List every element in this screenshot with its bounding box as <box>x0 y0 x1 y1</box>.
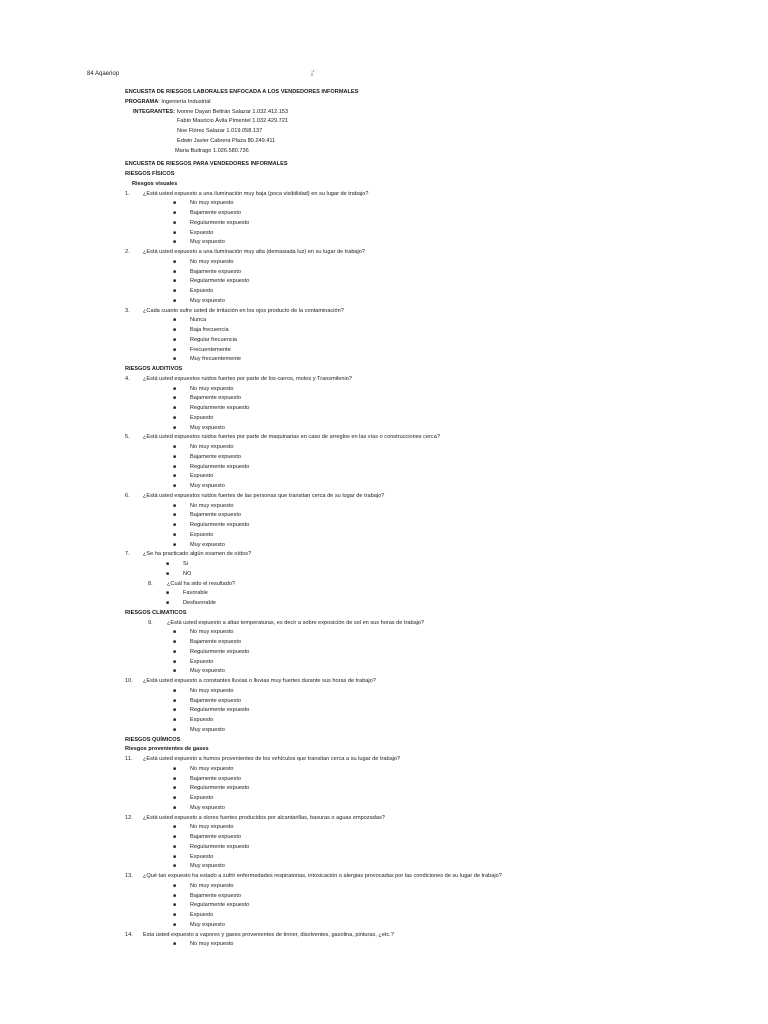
option-label: No muy expuesto <box>190 941 234 948</box>
question <box>125 248 725 258</box>
bullet-icon: ■ <box>173 541 177 548</box>
question <box>125 677 725 687</box>
answer-option <box>125 424 725 434</box>
members-line <box>125 108 725 118</box>
program-label: PROGRAMA <box>125 98 159 105</box>
answer-option <box>125 453 725 463</box>
bullet-icon: ■ <box>173 268 177 275</box>
option-label: Regularmente expuesto <box>190 522 250 528</box>
bullet-icon: ■ <box>173 804 177 811</box>
answer-option <box>125 667 725 677</box>
option-label: Baja frecuencia <box>190 327 229 333</box>
question <box>125 814 725 824</box>
option-label: Desfavorable <box>183 600 216 606</box>
question-text: Esta usted expuesto a vapores y gases provenientes de tinner, disolventes, gasolina, pinturas, ¿etc.? <box>143 931 394 938</box>
survey-title: ENCUESTA DE RIESGOS PARA VENDEDORES INFORMALES <box>125 161 288 168</box>
bullet-icon: ■ <box>173 424 177 431</box>
option-label: Bajamente expuesto <box>190 395 241 402</box>
question-text: ¿Está usted expuesto a altas temperaturas, es decir a sobre exposición de sol en sus horas de trabajo? <box>167 619 425 626</box>
option-label: Muy expuesto <box>190 804 225 811</box>
answer-option <box>125 892 725 902</box>
answer-option <box>125 911 725 921</box>
answer-option <box>125 404 725 414</box>
option-label: Nunca <box>190 317 207 324</box>
option-label: Favorable <box>183 590 208 597</box>
survey-body <box>125 88 725 950</box>
question-number: 3. <box>125 307 130 314</box>
bullet-icon: ■ <box>173 668 177 675</box>
option-label: No muy expuesto <box>190 385 234 392</box>
option-label: Muy expuesto <box>190 239 225 246</box>
question-text: ¿Cada cuanto sufre usted de irritación en los ojos producto de la contaminación? <box>143 307 344 314</box>
answer-option <box>125 794 725 804</box>
question-number: 6. <box>125 492 130 499</box>
option-label: No muy expuesto <box>190 502 234 509</box>
answer-option <box>125 589 725 599</box>
option-label: Bajamente expuesto <box>190 268 241 275</box>
answer-option <box>125 297 725 307</box>
bullet-icon: ■ <box>173 327 177 333</box>
answer-option <box>125 326 725 336</box>
option-label: Regularmente expuesto <box>190 707 250 714</box>
answer-option <box>125 336 725 346</box>
answer-option <box>125 882 725 892</box>
bullet-icon: ■ <box>166 590 170 597</box>
option-label: Regularmente expuesto <box>190 902 250 909</box>
bullet-icon: ■ <box>173 824 177 831</box>
option-label: Regularmente expuesto <box>190 648 250 655</box>
header-left-text: 84 Aqaeriop <box>87 71 120 77</box>
bullet-icon: ■ <box>173 278 177 285</box>
answer-option <box>125 726 725 736</box>
question-text: ¿Cuál ha sido el resultado? <box>167 580 236 587</box>
answer-option <box>125 482 725 492</box>
answer-option <box>125 511 725 521</box>
answer-option <box>125 541 725 551</box>
answer-option <box>125 521 725 531</box>
question <box>125 433 725 443</box>
answer-option <box>125 199 725 209</box>
option-label: Expuesto <box>190 853 214 860</box>
answer-option <box>125 804 725 814</box>
bullet-icon: ■ <box>173 483 177 489</box>
bullet-icon: ■ <box>173 765 177 772</box>
answer-option <box>125 560 725 570</box>
option-label: Regularmente expuesto <box>190 843 250 850</box>
answer-option <box>125 687 725 697</box>
option-label: Regularmente expuesto <box>190 463 250 470</box>
member-name: Edwin Javier Cabrera Plaza 80.249.411 <box>177 137 276 144</box>
answer-option <box>125 775 725 785</box>
bullet-icon: ■ <box>173 414 177 421</box>
option-label: Muy expuesto <box>190 297 225 304</box>
subsection-heading: Riesgos visuales <box>132 180 178 187</box>
question <box>125 375 725 385</box>
question-number: 14. <box>125 931 133 938</box>
answer-option <box>125 287 725 297</box>
answer-option <box>125 277 725 287</box>
bullet-icon: ■ <box>173 385 177 392</box>
members-label: INTEGRANTES: <box>133 108 175 115</box>
section-heading: RIESGOS QUÍMICOS <box>125 736 181 743</box>
bullet-icon: ■ <box>173 356 177 363</box>
answer-option <box>125 316 725 326</box>
header-mark: ¡' <box>311 71 315 77</box>
bullet-icon: ■ <box>173 395 177 402</box>
bullet-icon: ■ <box>173 463 177 470</box>
answer-option <box>125 385 725 395</box>
option-label: Regular frecuencia <box>190 336 237 343</box>
option-label: Bajamente expuesto <box>190 210 241 216</box>
question <box>125 755 725 765</box>
bullet-icon: ■ <box>173 405 177 411</box>
survey-questions <box>125 170 725 950</box>
option-label: No muy expuesto <box>190 824 234 831</box>
option-label: Frecuentemente <box>190 346 231 353</box>
question-text: ¿Está usted expuesto a constantes lluvias o lluvias muy fuertes durante sus horas de trabajo? <box>143 678 376 684</box>
bullet-icon: ■ <box>173 522 177 528</box>
bullet-icon: ■ <box>173 317 177 324</box>
question-text: ¿Está usted expuesto a una iluminación muy baja (poca visibilidad) en su lugar de trabajo? <box>143 190 369 197</box>
section-heading: RIESGOS AUDITIVOS <box>125 366 183 372</box>
bullet-icon: ■ <box>173 502 177 509</box>
bullet-icon: ■ <box>173 775 177 782</box>
option-label: Muy expuesto <box>190 668 225 675</box>
option-label: Regularmente expuesto <box>190 785 250 792</box>
question-number: 7. <box>125 551 130 558</box>
option-label: No muy expuesto <box>190 200 234 207</box>
answer-option <box>125 394 725 404</box>
question-text: ¿Está usted expuestos ruidos fuertes por parte de los carros, motos y Transmilenio? <box>143 375 352 382</box>
bullet-icon: ■ <box>173 639 177 645</box>
section-heading: RIESGOS CLIMATICOS <box>125 609 187 616</box>
bullet-icon: ■ <box>173 219 177 226</box>
bullet-icon: ■ <box>173 336 177 343</box>
question <box>125 872 725 882</box>
bullet-icon: ■ <box>173 258 177 265</box>
option-label: Muy expuesto <box>190 424 225 431</box>
question-number: 4. <box>125 375 130 382</box>
section-heading: Riesgos provenientes de gases <box>125 746 209 753</box>
answer-option <box>125 862 725 872</box>
bullet-icon: ■ <box>173 717 177 723</box>
question-number: 12. <box>125 814 133 821</box>
question-text: ¿Está usted expuestos ruidos fuertes por parte de maquinarias en caso de arreglos en las vías o construcciones cerca? <box>143 434 440 441</box>
question <box>125 619 725 629</box>
option-label: Bajamente expuesto <box>190 512 241 519</box>
bullet-icon: ■ <box>166 600 170 606</box>
question <box>125 307 725 317</box>
program-value: : Ingeniería Industrial <box>158 98 211 105</box>
question <box>125 931 725 941</box>
intro-title: ENCUESTA DE RIESGOS LABORALES ENFOCADA A LOS VENDEDORES INFORMALES <box>125 89 359 95</box>
question <box>125 492 725 502</box>
answer-option <box>125 638 725 648</box>
answer-option <box>125 414 725 424</box>
bullet-icon: ■ <box>173 512 177 519</box>
option-label: Muy expuesto <box>190 863 225 870</box>
option-label: Expuesto <box>190 473 214 480</box>
bullet-icon: ■ <box>173 882 177 889</box>
option-label: Bajamente expuesto <box>190 834 241 840</box>
option-label: Expuesto <box>190 229 214 236</box>
bullet-icon: ■ <box>173 853 177 860</box>
option-label: Si <box>183 561 188 567</box>
answer-option <box>125 784 725 794</box>
bullet-icon: ■ <box>166 561 170 567</box>
question-number: 10. <box>125 678 133 684</box>
option-label: No muy expuesto <box>190 629 234 636</box>
question-number: 9. <box>148 619 153 626</box>
question <box>125 580 725 590</box>
answer-option <box>125 697 725 707</box>
option-label: Bajamente expuesto <box>190 453 241 460</box>
bullet-icon: ■ <box>173 902 177 909</box>
answer-option <box>125 219 725 229</box>
option-label: Bajamente expuesto <box>190 892 241 899</box>
option-label: Muy frecuentemente <box>190 356 241 363</box>
option-label: Muy expuesto <box>190 921 225 928</box>
option-label: Regularmente expuesto <box>190 219 250 226</box>
bullet-icon: ■ <box>173 941 177 948</box>
bullet-icon: ■ <box>166 570 170 577</box>
question-text: ¿Está usted expuesto a una iluminación muy alta (demasiada luz) en su lugar de trabajo? <box>143 249 366 255</box>
bullet-icon: ■ <box>173 697 177 704</box>
option-label: No muy expuesto <box>190 882 234 889</box>
bullet-icon: ■ <box>173 912 177 918</box>
bullet-icon: ■ <box>173 200 177 207</box>
option-label: Bajamente expuesto <box>190 775 241 782</box>
option-label: No muy expuesto <box>190 765 234 772</box>
answer-option <box>125 833 725 843</box>
option-label: Bajamente expuesto <box>190 639 241 645</box>
member-name: Maria Buitrago 1.026.580.736 <box>175 147 249 154</box>
question-text: ¿Está usted expuesto a humos provenientes de los vehículos que transitan cerca a su lugar de trabajo? <box>143 756 401 762</box>
bullet-icon: ■ <box>173 444 177 450</box>
answer-option <box>125 531 725 541</box>
option-label: Muy expuesto <box>190 483 225 489</box>
question-number: 13. <box>125 873 133 879</box>
option-label: Expuesto <box>190 912 214 918</box>
bullet-icon: ■ <box>173 707 177 714</box>
bullet-icon: ■ <box>173 785 177 792</box>
bullet-icon: ■ <box>173 229 177 236</box>
option-label: Expuesto <box>190 717 214 723</box>
question-text: ¿Está usted expuesto a olores fuertes producidos por alcantarillas, basuras o aguas empozadas? <box>143 814 385 821</box>
answer-option <box>125 502 725 512</box>
option-label: Expuesto <box>190 658 214 665</box>
answer-option <box>125 648 725 658</box>
answer-option <box>125 472 725 482</box>
member-name: Noe Flórez Salazar 1.019.058.137 <box>177 128 263 134</box>
bullet-icon: ■ <box>173 687 177 694</box>
answer-option <box>125 843 725 853</box>
question-number: 1. <box>125 190 130 197</box>
bullet-icon: ■ <box>173 473 177 480</box>
program-line <box>125 98 725 108</box>
answer-option <box>125 921 725 931</box>
option-label: No muy expuesto <box>190 258 234 265</box>
member-name: Fabio Mauricio Ávila Pimentel 1.032.429.721 <box>177 118 289 125</box>
question <box>125 550 725 560</box>
answer-option <box>125 268 725 278</box>
answer-option <box>125 443 725 453</box>
bullet-icon: ■ <box>173 726 177 733</box>
question <box>125 190 725 200</box>
option-label: Expuesto <box>190 795 214 801</box>
option-label: Regularmente expuesto <box>190 405 250 411</box>
option-label: Muy expuesto <box>190 726 225 733</box>
question-number: 11. <box>125 756 133 762</box>
answer-option <box>125 238 725 248</box>
bullet-icon: ■ <box>173 453 177 460</box>
bullet-icon: ■ <box>173 863 177 870</box>
bullet-icon: ■ <box>173 648 177 655</box>
option-label: No muy expuesto <box>190 444 234 450</box>
answer-option <box>125 628 725 638</box>
answer-option <box>125 346 725 356</box>
answer-option <box>125 823 725 833</box>
answer-option <box>125 658 725 668</box>
bullet-icon: ■ <box>173 843 177 850</box>
question-number: 5. <box>125 434 130 441</box>
bullet-icon: ■ <box>173 346 177 353</box>
option-label: Muy expuesto <box>190 541 225 548</box>
member-name: Ivonne Dayan Beltrán Salazar 1.032.412.153 <box>176 108 289 115</box>
option-label: Expuesto <box>190 288 214 294</box>
question-text: ¿Está usted expuestos ruidos fuertes de las personas que transitan cerca de su lugar de trabajo? <box>143 492 385 499</box>
option-label: Expuesto <box>190 531 214 538</box>
bullet-icon: ■ <box>173 629 177 636</box>
question-number: 8. <box>148 580 153 587</box>
answer-option <box>125 901 725 911</box>
bullet-icon: ■ <box>173 239 177 246</box>
answer-option <box>125 765 725 775</box>
option-label: No muy expuesto <box>190 687 234 694</box>
bullet-icon: ■ <box>173 921 177 928</box>
bullet-icon: ■ <box>173 658 177 665</box>
answer-option <box>125 853 725 863</box>
bullet-icon: ■ <box>173 834 177 840</box>
bullet-icon: ■ <box>173 531 177 538</box>
option-label: NO <box>183 570 192 577</box>
bullet-icon: ■ <box>173 795 177 801</box>
answer-option <box>125 599 725 609</box>
answer-option <box>125 258 725 268</box>
option-label: Regularmente expuesto <box>190 278 250 285</box>
option-label: Bajamente expuesto <box>190 697 241 704</box>
bullet-icon: ■ <box>173 210 177 216</box>
answer-option <box>125 716 725 726</box>
bullet-icon: ■ <box>173 892 177 899</box>
question-text: ¿Qué tan expuesto ha estado a sufrir enfermedades respiratorias, intoxicación o alergias provocadas por las condiciones de su lugar de trabajo? <box>143 873 502 879</box>
answer-option <box>125 229 725 239</box>
answer-option <box>125 209 725 219</box>
answer-option <box>125 463 725 473</box>
option-label: Expuesto <box>190 414 214 421</box>
bullet-icon: ■ <box>173 288 177 294</box>
section-heading: RIESGOS FÍSICOS <box>125 171 175 177</box>
question-number: 2. <box>125 249 130 255</box>
question-text: ¿Se ha practicado algún examen de oídos? <box>143 551 252 558</box>
answer-option <box>125 940 725 950</box>
answer-option <box>125 570 725 580</box>
bullet-icon: ■ <box>173 297 177 304</box>
answer-option <box>125 355 725 365</box>
answer-option <box>125 706 725 716</box>
